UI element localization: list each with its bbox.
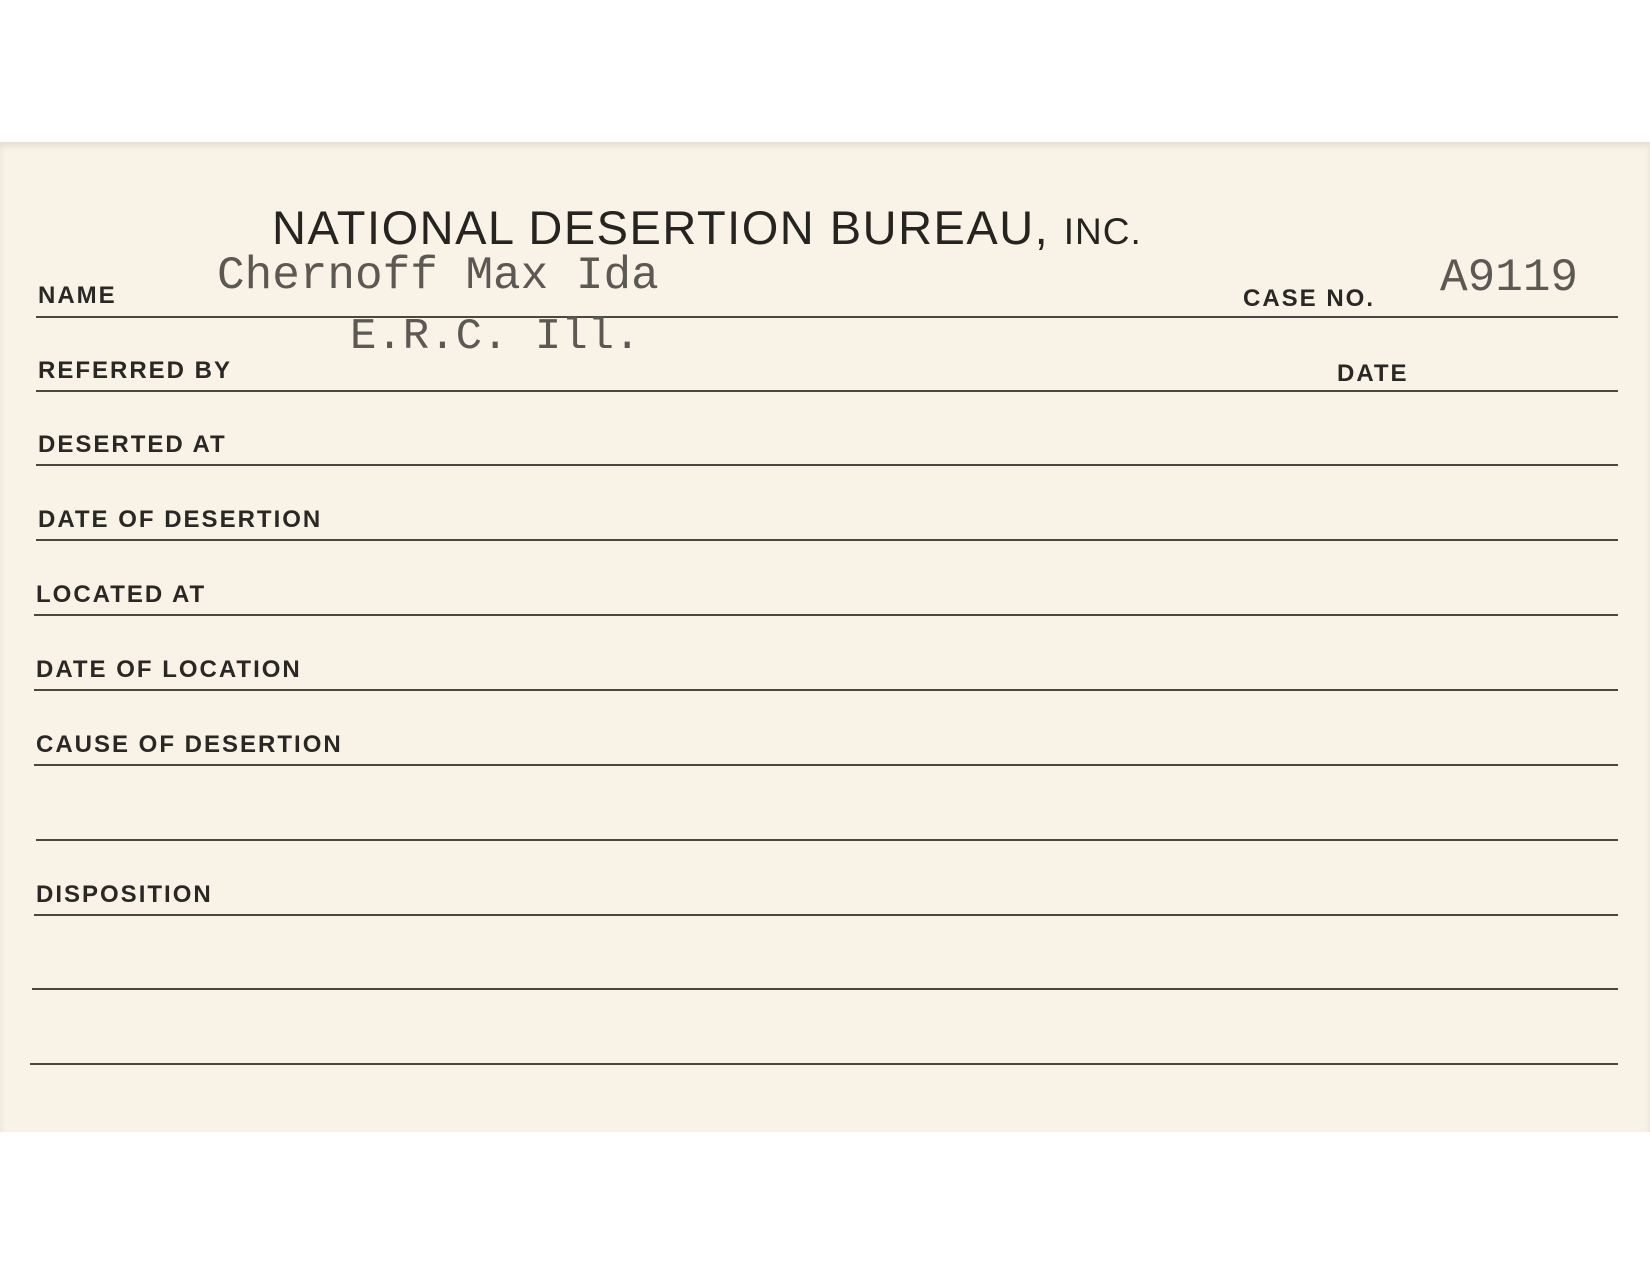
card-title-suffix: INC. — [1063, 211, 1142, 252]
referred-by-value: E.R.C. Ill. — [350, 312, 641, 362]
name-rule — [36, 316, 1618, 318]
date-of-location-rule — [34, 689, 1618, 691]
case-no-value: A9119 — [1440, 252, 1579, 304]
disposition-label: DISPOSITION — [36, 881, 213, 908]
card-title — [272, 200, 1142, 255]
cause-of-desertion-label: CAUSE OF DESERTION — [36, 731, 343, 758]
name-value: Chernoff Max Ida — [217, 250, 659, 302]
disposition-rule — [34, 914, 1618, 916]
located-at-rule — [34, 614, 1618, 616]
cause-of-desertion-rule — [34, 764, 1618, 766]
referred-by-rule — [36, 390, 1618, 392]
name-label: NAME — [38, 282, 117, 309]
disposition-rule-2 — [32, 988, 1618, 990]
disposition-rule-3 — [30, 1063, 1618, 1065]
deserted-at-label: DESERTED AT — [38, 431, 227, 458]
index-card — [0, 142, 1650, 1132]
cause-of-desertion-rule-2 — [36, 839, 1618, 841]
case-no-label: CASE NO. — [1243, 285, 1376, 312]
located-at-label: LOCATED AT — [36, 581, 207, 608]
card-title-main: NATIONAL DESERTION BUREAU, — [272, 201, 1050, 254]
date-of-location-label: DATE OF LOCATION — [36, 656, 302, 683]
date-of-desertion-rule — [36, 539, 1618, 541]
date-label: DATE — [1337, 360, 1409, 387]
referred-by-label: REFERRED BY — [38, 357, 233, 384]
date-of-desertion-label: DATE OF DESERTION — [38, 506, 323, 533]
deserted-at-rule — [36, 464, 1618, 466]
